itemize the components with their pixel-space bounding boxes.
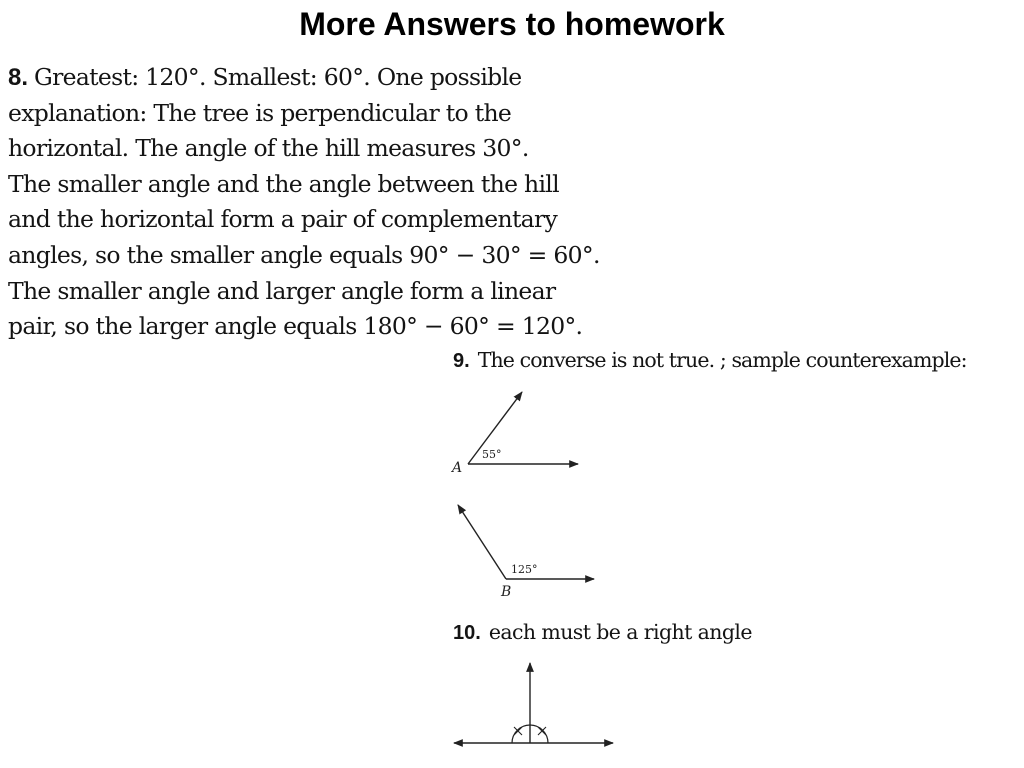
vertex-b-label: B: [501, 584, 512, 600]
answer-8: [8, 60, 628, 345]
angle-b-measure: 125°: [511, 563, 538, 576]
answer-9-number: 9.: [453, 350, 470, 372]
answer-8-line: explanation: The tree is perpendicular to the: [8, 98, 512, 127]
answer-8-number: 8.: [8, 64, 29, 91]
perpendicular-figure: [448, 655, 623, 755]
answer-8-line: The smaller angle and the angle between the hill: [8, 169, 559, 198]
answer-8-line: 8. Greatest: 120°. Smallest: 60°. One possible: [8, 63, 522, 91]
answer-8-line: horizontal. The angle of the hill measures 30°.: [8, 134, 529, 163]
answer-10-number: 10.: [453, 622, 481, 644]
answer-10: [453, 620, 752, 645]
construction-mark-left: [514, 727, 522, 735]
answer-9: [453, 348, 967, 373]
answer-9-text: The converse is not true. ; sample counterexample:: [477, 348, 967, 372]
angle-a-figure: [440, 380, 600, 480]
answer-8-line: pair, so the larger angle equals 180° − 60° = 120°.: [8, 312, 583, 341]
answer-8-line: and the horizontal form a pair of complementary: [8, 205, 558, 234]
slide-title: More Answers to homework: [299, 6, 725, 42]
construction-mark-right: [538, 727, 546, 735]
vertex-a-label: A: [452, 460, 463, 476]
answer-8-line: The smaller angle and larger angle form a linear: [8, 276, 556, 305]
angle-a-measure: 55°: [482, 448, 502, 461]
angle-b-slanted-ray: [458, 505, 506, 579]
answer-8-line: angles, so the smaller angle equals 90° − 30° = 60°.: [8, 240, 600, 269]
angle-b-figure: [440, 495, 610, 605]
answer-10-text: each must be a right angle: [488, 620, 752, 644]
